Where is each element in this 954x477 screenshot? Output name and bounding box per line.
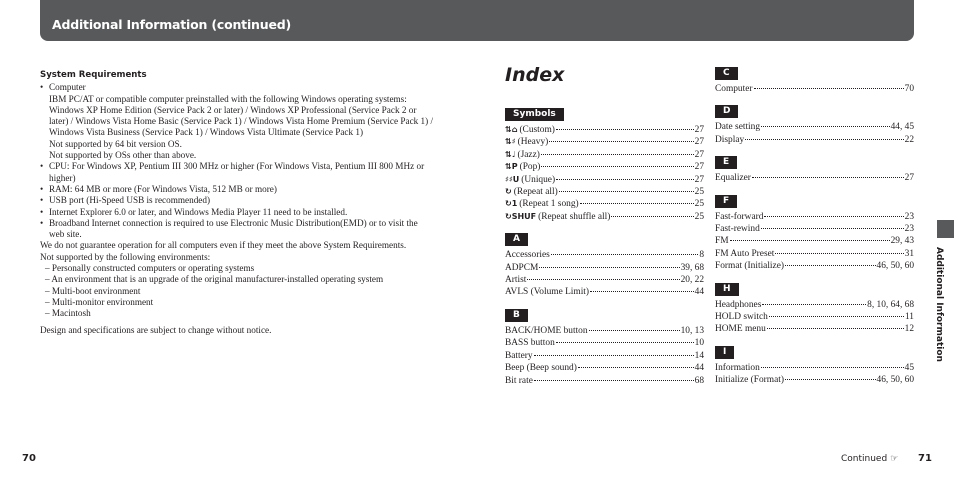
not-supported-intro: Not supported by the following environments: bbox=[40, 251, 211, 262]
not-supported-item: – Personally constructed computers or operating systems bbox=[45, 263, 255, 274]
index-entry bbox=[505, 362, 704, 374]
dot-leader bbox=[611, 216, 693, 217]
index-entry-text: (Repeat shuffle all) bbox=[538, 211, 611, 222]
requirement-usb: • USB port (Hi-Speed USB is recommended) bbox=[40, 195, 454, 206]
index-entry bbox=[505, 286, 704, 298]
index-entry bbox=[505, 350, 704, 362]
not-supported-item: – An environment that is an upgrade of the original manufacturer-installed operating system bbox=[45, 274, 384, 285]
section-letter-box: Symbols bbox=[505, 108, 564, 121]
index-entry-term bbox=[505, 174, 555, 186]
index-entry bbox=[715, 260, 914, 272]
index-entry-pages: 11 bbox=[904, 312, 914, 323]
dot-leader bbox=[785, 265, 876, 266]
index-entry bbox=[715, 83, 914, 95]
index-entry-text: (Unique) bbox=[521, 174, 556, 185]
symbol-icon: ⇅♯ bbox=[505, 137, 516, 147]
section-letter-box: A bbox=[505, 233, 528, 246]
requirement-line: Windows XP Home Edition (Service Pack 2 or later) / Windows XP Professional (Service Pack 2 or bbox=[49, 104, 417, 115]
dot-leader bbox=[541, 166, 693, 167]
index-entry-pages: 46, 50, 60 bbox=[876, 375, 914, 386]
index-entry-term bbox=[505, 198, 579, 210]
not-supported-item: – Multi-boot environment bbox=[45, 285, 141, 296]
index-entry-term bbox=[715, 235, 729, 247]
index-entry bbox=[505, 198, 704, 210]
index-entry bbox=[505, 274, 704, 286]
index-title: Index bbox=[505, 64, 565, 86]
dot-leader bbox=[539, 267, 679, 268]
index-entry-pages: 27 bbox=[694, 162, 704, 173]
index-entry-pages: 22 bbox=[904, 134, 914, 145]
index-section-b bbox=[505, 309, 704, 387]
requirement-label: • Computer bbox=[49, 82, 86, 93]
section-letter-box: I bbox=[715, 346, 734, 359]
index-entry-text: Accessories bbox=[505, 250, 550, 261]
index-entry-term bbox=[505, 274, 526, 286]
index-section-c bbox=[715, 67, 914, 95]
dot-leader bbox=[556, 129, 694, 130]
index-entry-text: FM bbox=[715, 236, 729, 247]
dot-leader bbox=[578, 367, 694, 368]
index-entry-pages: 14 bbox=[694, 350, 704, 361]
requirement-line: later) / Windows Vista Home Basic (Service Pack 1) / Windows Vista Home Premium (Service Pack 1) / bbox=[49, 116, 434, 127]
pointing-hand-icon: ☞ bbox=[890, 454, 899, 464]
index-entry bbox=[715, 299, 914, 311]
dot-leader bbox=[534, 355, 694, 356]
requirement-line: Not supported by OSs other than above. bbox=[49, 150, 197, 161]
index-entry-pages: 25 bbox=[694, 187, 704, 198]
index-entry-pages: 25 bbox=[694, 199, 704, 210]
index-entry bbox=[505, 325, 704, 337]
index-entry-pages: 27 bbox=[694, 125, 704, 135]
index-section-f bbox=[715, 195, 914, 273]
symbol-icon: ↻SHUF bbox=[505, 211, 537, 221]
index-entry-pages: 70 bbox=[904, 84, 914, 94]
index-entry-text: Bit rate bbox=[505, 375, 533, 386]
index-entry-term bbox=[505, 124, 555, 136]
index-entry-pages: 12 bbox=[904, 324, 914, 335]
dot-leader bbox=[589, 330, 680, 331]
dot-leader bbox=[764, 216, 903, 217]
index-entry-pages: 25 bbox=[694, 211, 704, 222]
index-entry bbox=[715, 134, 914, 146]
index-section-h bbox=[715, 283, 914, 336]
index-entry-text: (Heavy) bbox=[517, 137, 549, 148]
requirement-ram: • RAM: 64 MB or more (For Windows Vista, 512 MB or more) bbox=[40, 184, 454, 195]
index-entry-text: Initialize (Format) bbox=[715, 375, 784, 386]
index-entry bbox=[505, 375, 704, 387]
symbol-icon: ⇅⌂ bbox=[505, 125, 518, 134]
dot-leader bbox=[549, 141, 693, 142]
index-entry-text: Computer bbox=[715, 84, 753, 94]
index-entry-text: Headphones bbox=[715, 299, 762, 310]
index-entry bbox=[505, 136, 704, 148]
index-entry-text: (Repeat all) bbox=[513, 187, 558, 198]
index-entry-pages: 46, 50, 60 bbox=[876, 261, 914, 272]
section-letter-box: H bbox=[715, 283, 739, 296]
index-entry-term bbox=[505, 149, 540, 161]
index-entry-term bbox=[505, 249, 550, 261]
dot-leader bbox=[785, 379, 876, 380]
requirement-ie: • Internet Explorer 6.0 or later, and Windows Media Player 11 need to be installed. bbox=[40, 207, 454, 218]
index-entry bbox=[715, 211, 914, 223]
requirement-line: web site. bbox=[49, 229, 82, 240]
index-entry-term bbox=[715, 83, 753, 95]
index-entry-term bbox=[715, 121, 760, 133]
index-entry bbox=[715, 172, 914, 184]
index-entry-text: (Repeat 1 song) bbox=[519, 199, 579, 210]
requirement-line: Not supported by 64 bit version OS. bbox=[49, 138, 182, 149]
requirement-line: IBM PC/AT or compatible computer preinstalled with the following Windows operating systems: bbox=[49, 93, 407, 104]
index-section-d bbox=[715, 105, 914, 146]
index-entry-term bbox=[715, 223, 760, 235]
dot-leader bbox=[551, 254, 699, 255]
index-entry-text: BASS button bbox=[505, 338, 555, 349]
symbol-icon: ↻1 bbox=[505, 199, 518, 209]
index-entry-pages: 45 bbox=[904, 362, 914, 373]
symbol-icon: ↻ bbox=[505, 187, 512, 197]
index-entry bbox=[715, 374, 914, 386]
dot-leader bbox=[745, 139, 903, 140]
index-entry-term bbox=[505, 262, 538, 274]
dot-leader bbox=[559, 191, 694, 192]
system-requirements-section bbox=[40, 70, 454, 336]
index-entry bbox=[505, 186, 704, 198]
index-entry-text: (Custom) bbox=[519, 125, 555, 135]
dot-leader bbox=[730, 240, 890, 241]
index-entry-term bbox=[715, 311, 768, 323]
dot-leader bbox=[762, 304, 866, 305]
index-entry bbox=[505, 262, 704, 274]
index-entry-term bbox=[505, 350, 533, 362]
index-entry-term bbox=[505, 325, 588, 337]
index-entry bbox=[505, 174, 704, 186]
index-entry-pages: 29, 43 bbox=[890, 236, 914, 247]
dot-leader bbox=[754, 88, 904, 89]
symbol-icon: ⇅P bbox=[505, 162, 518, 172]
requirement-broadband bbox=[40, 218, 454, 241]
requirement-line: higher) bbox=[49, 172, 76, 183]
index-entry-term bbox=[715, 374, 784, 386]
index-entry-pages: 44 bbox=[694, 363, 704, 374]
index-entry-term bbox=[505, 211, 610, 223]
index-entry-pages: 20, 22 bbox=[680, 275, 704, 286]
index-entry-pages: 44, 45 bbox=[890, 122, 914, 133]
index-entry-term bbox=[505, 286, 589, 298]
index-entry-term bbox=[505, 136, 548, 148]
section-letter-box: D bbox=[715, 105, 738, 118]
index-entry bbox=[505, 124, 704, 136]
index-entry-text: Beep (Beep sound) bbox=[505, 363, 577, 374]
index-column-right bbox=[715, 67, 914, 397]
index-entry-text: HOLD switch bbox=[715, 312, 768, 323]
index-section-e bbox=[715, 156, 914, 184]
index-entry-text: Format (Initialize) bbox=[715, 261, 784, 272]
index-entry bbox=[505, 211, 704, 223]
index-entry-text: Battery bbox=[505, 350, 533, 361]
index-entry-pages: 27 bbox=[904, 173, 914, 184]
index-entry bbox=[505, 161, 704, 173]
index-entry-text: AVLS (Volume Limit) bbox=[505, 287, 590, 298]
index-entry-text: ADPCM bbox=[505, 262, 539, 273]
page-number-left: 70 bbox=[22, 453, 36, 464]
index-entry-term bbox=[505, 362, 577, 374]
dot-leader bbox=[761, 367, 904, 368]
index-entry-term bbox=[505, 186, 558, 198]
index-entry bbox=[715, 311, 914, 323]
continued-note bbox=[841, 454, 898, 464]
no-guarantee-note: We do not guarantee operation for all computers even if they meet the above System Requirements. bbox=[40, 240, 407, 251]
index-entry-text: Date setting bbox=[715, 122, 761, 133]
dot-leader bbox=[769, 316, 904, 317]
index-section-symbols bbox=[505, 108, 704, 223]
index-entry bbox=[505, 337, 704, 349]
index-entry-text: BACK/HOME button bbox=[505, 325, 588, 336]
index-entry-text: Fast-rewind bbox=[715, 224, 760, 235]
symbol-icon: ♯♯U bbox=[505, 174, 520, 184]
dot-leader bbox=[556, 342, 694, 343]
index-entry-term bbox=[715, 134, 744, 146]
continued-label: Continued bbox=[841, 454, 888, 464]
index-entry bbox=[715, 223, 914, 235]
index-entry-pages: 27 bbox=[694, 149, 704, 160]
index-entry bbox=[715, 323, 914, 335]
index-entry-term bbox=[715, 260, 784, 272]
requirement-cpu bbox=[40, 161, 454, 184]
index-entry-pages: 23 bbox=[904, 211, 914, 222]
index-entry-pages: 8, 10, 64, 68 bbox=[867, 299, 914, 310]
index-entry-term bbox=[715, 211, 763, 223]
dot-leader bbox=[761, 228, 904, 229]
requirement-line: • Broadband Internet connection is required to use Electronic Music Distribution(EMD) or to visit the bbox=[49, 217, 418, 228]
symbol-icon: ⇅♩ bbox=[505, 149, 516, 159]
index-entry-text: Display bbox=[715, 134, 745, 145]
index-section-i bbox=[715, 346, 914, 387]
index-entry-text: HOME menu bbox=[715, 324, 766, 335]
dot-leader bbox=[752, 177, 904, 178]
section-letter-box: B bbox=[505, 309, 528, 322]
index-entry-pages: 8 bbox=[699, 250, 704, 261]
index-entry-pages: 10 bbox=[694, 338, 704, 349]
index-entry-text: Information bbox=[715, 362, 760, 373]
requirement-line: • CPU: For Windows XP, Pentium III 300 MHz or higher (For Windows Vista, Pentium III 800 MHz or bbox=[49, 161, 425, 172]
index-entry-term bbox=[715, 323, 766, 335]
dot-leader bbox=[761, 126, 890, 127]
index-entry bbox=[505, 249, 704, 261]
index-entry-pages: 44 bbox=[694, 287, 704, 298]
index-entry-pages: 68 bbox=[694, 375, 704, 386]
section-letter-box: F bbox=[715, 195, 737, 208]
index-entry-text: FM Auto Preset bbox=[715, 248, 775, 259]
index-entry bbox=[715, 248, 914, 260]
index-entry-term bbox=[505, 161, 540, 173]
index-entry bbox=[505, 149, 704, 161]
index-entry-term bbox=[505, 337, 555, 349]
design-note: Design and specifications are subject to change without notice. bbox=[40, 324, 272, 335]
requirement-line: Windows Vista Business (Service Pack 1) / Windows Vista Ultimate (Service Pack 1) bbox=[49, 127, 364, 138]
index-entry-pages: 23 bbox=[904, 224, 914, 235]
index-entry-term bbox=[505, 375, 533, 387]
not-supported-item: – Macintosh bbox=[45, 308, 91, 319]
side-tab-marker bbox=[937, 220, 954, 238]
dot-leader bbox=[556, 179, 694, 180]
dot-leader bbox=[580, 203, 694, 204]
index-entry-text: (Pop) bbox=[519, 162, 541, 173]
index-entry-pages: 27 bbox=[694, 174, 704, 185]
index-column-middle bbox=[505, 108, 704, 397]
header-bar bbox=[40, 0, 914, 41]
index-entry-text: (Jazz) bbox=[517, 149, 540, 160]
index-entry-text: Artist bbox=[505, 275, 527, 286]
index-entry-term bbox=[715, 299, 761, 311]
index-entry bbox=[715, 362, 914, 374]
index-section-a bbox=[505, 233, 704, 299]
not-supported-item: – Multi-monitor environment bbox=[45, 296, 154, 307]
dot-leader bbox=[534, 380, 694, 381]
index-entry bbox=[715, 235, 914, 247]
index-entry-term bbox=[715, 172, 751, 184]
dot-leader bbox=[775, 253, 903, 254]
system-requirements-heading: System Requirements bbox=[40, 70, 147, 80]
page-title: Additional Information (continued) bbox=[52, 17, 291, 32]
index-entry-term bbox=[715, 248, 774, 260]
index-entry-term bbox=[715, 362, 760, 374]
dot-leader bbox=[590, 291, 694, 292]
index-entry-text: Fast-forward bbox=[715, 211, 764, 222]
section-letter-box: C bbox=[715, 67, 738, 80]
index-entry-pages: 31 bbox=[904, 248, 914, 259]
dot-leader bbox=[767, 328, 904, 329]
index-entry-text: Equalizer bbox=[715, 173, 751, 184]
side-tab-label: Additional Information bbox=[934, 247, 944, 362]
page-number-right: 71 bbox=[918, 453, 932, 464]
requirement-computer bbox=[40, 82, 454, 161]
section-letter-box: E bbox=[715, 156, 737, 169]
dot-leader bbox=[527, 279, 679, 280]
dot-leader bbox=[541, 154, 694, 155]
index-entry bbox=[715, 121, 914, 133]
index-entry-pages: 27 bbox=[694, 137, 704, 148]
index-entry-pages: 39, 68 bbox=[680, 262, 704, 273]
index-entry-pages: 10, 13 bbox=[680, 325, 704, 336]
